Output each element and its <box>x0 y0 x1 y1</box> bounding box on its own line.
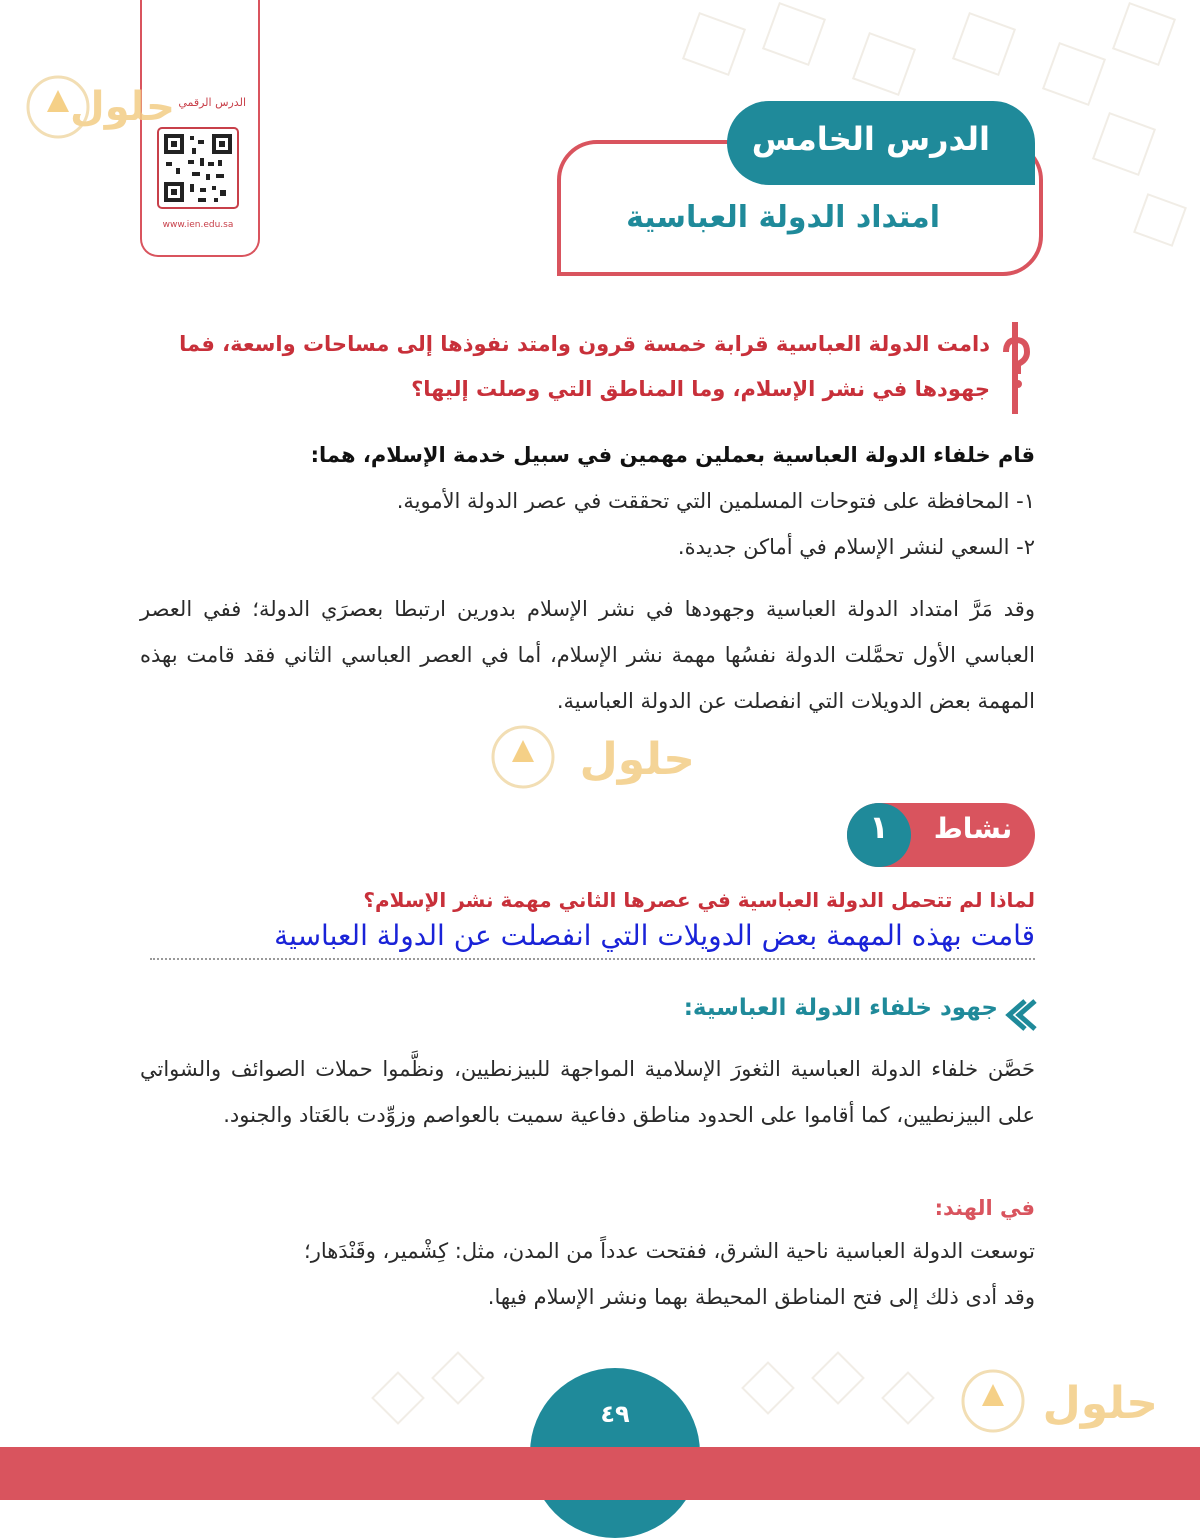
qr-url[interactable]: www.ien.edu.sa <box>162 220 234 230</box>
intro-question <box>140 322 990 412</box>
svg-text:حلول: حلول <box>70 84 175 130</box>
intro-question-line-1: دامت الدولة العباسية قرابة خمسة قرون وامتد نفوذها إلى مساحات واسعة، فما <box>179 332 990 356</box>
qr-label: الدرس الرقمي <box>178 96 246 109</box>
intro-lead: قام خلفاء الدولة العباسية بعملين مهمين في سبيل خدمة الإسلام، هما: <box>310 443 1035 467</box>
india-line-2: وقد أدى ذلك إلى فتح المناطق المحيطة بهما ونشر الإسلام فيها. <box>487 1285 1035 1309</box>
intro-item-2: ٢- السعي لنشر الإسلام في أماكن جديدة. <box>677 535 1035 559</box>
section-paragraph: حَصَّن خلفاء الدولة العباسية الثغورَ الإسلامية المواجهة للبيزنطيين، ونظَّموا حملات الصوائف والشواتي على البيزنطيين، كما أقاموا على الحدود مناطق دفاعية سميت بالعواصم وزوِّدت بالعَتاد والجنود. <box>140 1057 1035 1127</box>
lesson-number: الدرس الخامس <box>751 120 990 158</box>
india-line-1: توسعت الدولة العباسية ناحية الشرق، ففتحت عدداً من المدن، مثل: كِشْمير، وقَنْدَهار؛ <box>304 1239 1035 1263</box>
paragraph-abbasid-phases: وقد مَرَّ امتداد الدولة العباسية وجهودها في نشر الإسلام بدورين ارتبطا بعصرَي الدولة؛ ففي العصر العباسي الأول تحمَّلت الدولة نفسُها مهمة نشر الإسلام، أما في العصر العباسي الثاني فقد قامت بهذه المهمة بعض الدويلات التي انفصلت عن الدولة العباسية. <box>140 597 1035 713</box>
activity-question: لماذا لم تتحمل الدولة العباسية في عصرها الثاني مهمة نشر الإسلام؟ <box>363 888 1035 912</box>
india-heading: في الهند: <box>934 1196 1035 1220</box>
intro-question-line-2: جهودها في نشر الإسلام، وما المناطق التي وصلت إليها؟ <box>411 377 990 401</box>
watermark-logo <box>490 722 695 792</box>
watermark-logo <box>960 1366 1160 1436</box>
lesson-title: امتداد الدولة العباسية <box>626 200 940 235</box>
intro-section <box>140 432 1035 570</box>
question-mark-icon <box>1000 322 1030 414</box>
intro-item-1: ١- المحافظة على فتوحات المسلمين التي تحققت في عصر الدولة الأموية. <box>396 489 1035 513</box>
svg-text:حلول: حلول <box>1042 1378 1158 1429</box>
activity-number: ١ <box>869 808 889 846</box>
activity-answer[interactable]: قامت بهذه المهمة بعض الدويلات التي انفصلت عن الدولة العباسية <box>150 914 1035 960</box>
svg-text:حلول: حلول <box>579 734 695 785</box>
activity-label: نشاط <box>933 812 1013 845</box>
page-number: ٤٩ <box>600 1400 630 1428</box>
double-chevron-icon <box>1005 998 1039 1032</box>
footer-bar <box>0 1447 1200 1500</box>
watermark-logo <box>25 72 195 142</box>
india-paragraph <box>140 1228 1035 1320</box>
section-heading: جهود خلفاء الدولة العباسية: <box>683 995 998 1021</box>
